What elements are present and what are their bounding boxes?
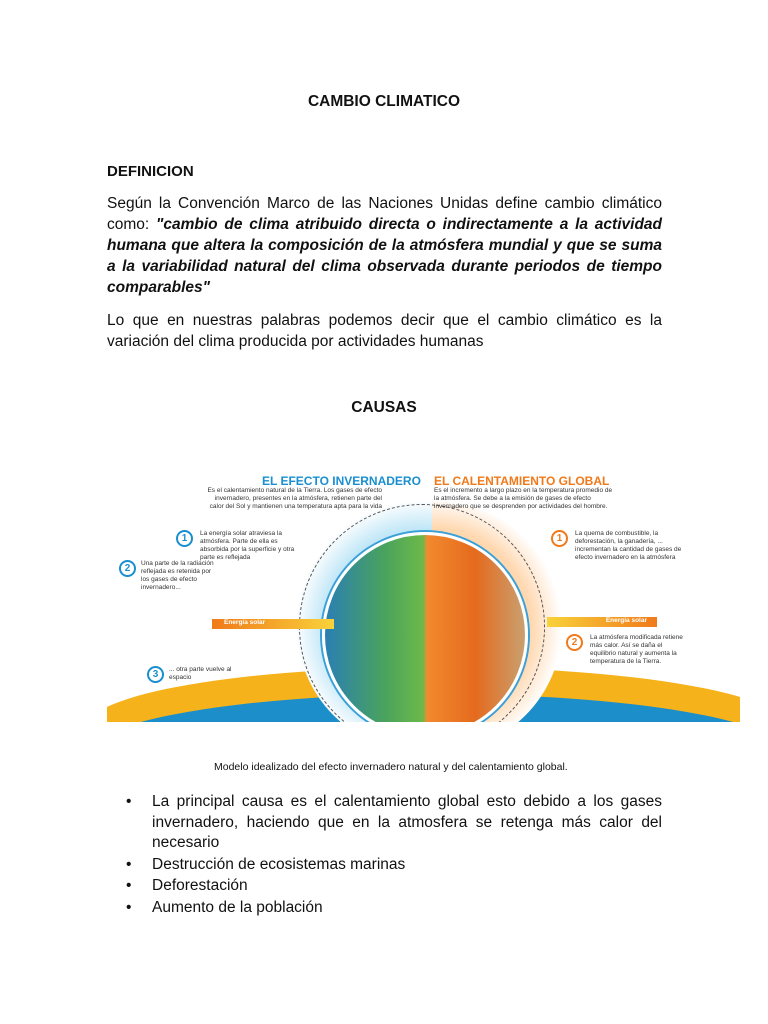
- list-item: [107, 876, 662, 897]
- causes-list: [107, 792, 662, 919]
- left-step-3: [147, 666, 237, 682]
- definicion-paragraph: [107, 193, 662, 298]
- step-text: ... otra parte vuelve al espacio: [169, 666, 232, 681]
- left-step-1: [182, 530, 302, 562]
- step-number: 2: [566, 634, 583, 651]
- bullet-icon: •: [126, 898, 132, 916]
- figure-caption: Modelo idealizado del efecto invernadero natural y del calentamiento global.: [214, 761, 568, 773]
- right-step-2: [572, 634, 687, 666]
- right-description: Es el incremento a largo plazo en la temperatura promedio de la atmósfera. Se debe a la emisión de gases de efecto invernadero que se desprenden por actividades del hombre.: [434, 487, 613, 510]
- earth-globe: [322, 532, 528, 722]
- list-item-text: Aumento de la población: [152, 898, 323, 916]
- step-number: 3: [147, 666, 164, 683]
- list-item-text: La principal causa es el calentamiento global esto debido a los gases invernadero, haciendo que en la atmosfera se retenga más calor del necesario: [152, 793, 662, 851]
- greenhouse-infographic: [107, 462, 740, 722]
- right-step-1: [557, 530, 687, 562]
- bullet-icon: •: [126, 793, 132, 810]
- definicion-heading: DEFINICION: [107, 163, 194, 180]
- right-title: EL CALENTAMIENTO GLOBAL: [434, 474, 610, 488]
- definicion-quote: "cambio de clima atribuido directa o indirectamente a la actividad humana que altera la composición de la atmósfera mundial y que se suma a la variabilidad natural del clima observada durante periodos de tiempo comparables": [107, 216, 663, 296]
- list-item: [107, 898, 662, 919]
- left-description: Es el calentamiento natural de la Tierra. Los gases de efecto invernadero, presentes en la atmósfera, retienen parte del calor del Sol y mantienen una temperatura apta para la vida: [207, 487, 382, 510]
- step-text: La quema de combustible, la deforestación, la ganadería, ... incrementan la cantidad de gases de efecto invernadero en la atmósfera: [575, 530, 682, 561]
- step-number: 2: [119, 560, 136, 577]
- solar-energy-arrow-right: Energía solar: [547, 617, 657, 627]
- step-text: La atmósfera modificada retiene más calor. Así se daña el equilibrio natural y aumenta la temperatura de la Tierra.: [590, 634, 683, 665]
- causas-heading: CAUSAS: [351, 399, 417, 416]
- list-item-text: Deforestación: [152, 877, 248, 894]
- step-number: 1: [176, 530, 193, 547]
- step-text: La energía solar atraviesa la atmósfera. Parte de ella es absorbida por la superficie y otra parte es reflejada: [200, 530, 295, 561]
- solar-energy-arrow-left: Energía solar: [212, 619, 334, 629]
- list-item-text: Destrucción de ecosistemas marinas: [152, 855, 406, 873]
- bullet-icon: •: [126, 877, 132, 894]
- step-text: Una parte de la radiación reflejada es retenida por los gases de efecto invernadero...: [141, 560, 214, 591]
- definicion-paragraph-2: Lo que en nuestras palabras podemos decir que el cambio climático es la variación del clima producida por actividades humanas: [107, 312, 662, 350]
- page-title: CAMBIO CLIMATICO: [307, 93, 461, 110]
- list-item: [107, 855, 662, 876]
- left-title: EL EFECTO INVERNADERO: [262, 474, 421, 488]
- bullet-icon: •: [126, 855, 132, 873]
- definicion-intro: Según la Convención Marco de las Naciones Unidas define cambio climático como:: [107, 195, 662, 233]
- list-item: [107, 792, 662, 854]
- step-number: 1: [551, 530, 568, 547]
- left-step-2: [119, 560, 219, 592]
